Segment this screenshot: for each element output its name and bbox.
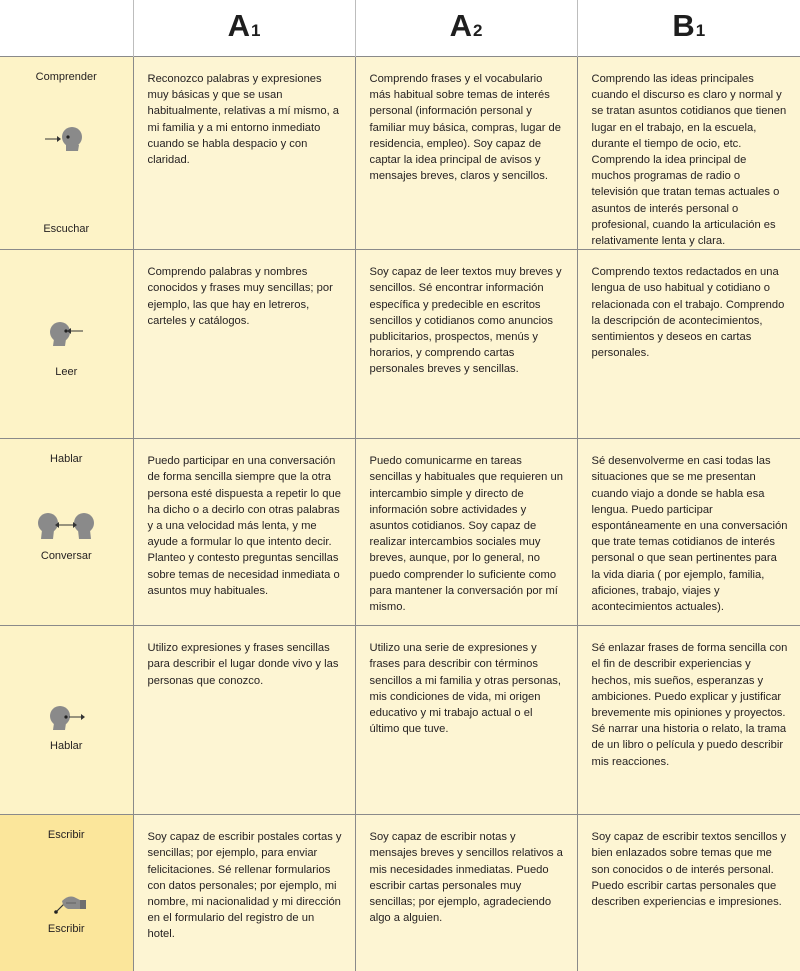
level-letter: A [449,8,472,43]
level-number: 1 [250,21,261,40]
skill-cell-leer [0,250,133,439]
descriptor-b1-escuchar: Comprendo las ideas principales cuando el discurso es claro y normal y se tratan asuntos cotidianos que tienen lugar en el trabajo, en la escuela, durante el tiempo de ocio, etc. Comprendo la idea principal de muchos programas de radio o televisión que tratan temas actuales o asuntos de interés personal o profesional, cuando la articulación es relativamente lenta y clara. [577,57,800,250]
skill-cell-conversar [0,439,133,626]
skill-cell-escribir [0,815,133,971]
descriptor-b1-escribir: Soy capaz de escribir textos sencillos y bien enlazados sobre temas que me son conocidos o de interés personal. Puedo escribir cartas personales que describen experiencias e impresiones. [577,815,800,971]
descriptor-a1-leer: Comprendo palabras y nombres conocidos y frases muy sencillas; por ejemplo, las que hay en letreros, carteles y catálogos. [133,250,355,439]
read-head-icon [0,318,133,353]
table-row-conversar [0,439,800,626]
writing-hand-icon [0,887,133,920]
descriptor-b1-hablar: Sé enlazar frases de forma sencilla con el fin de describir experiencias y hechos, mis sueños, esperanzas y ambiciones. Puedo explicar y justificar brevemente mis opiniones y proyectos. Sé narrar una historia o relato, la trama de un libro o película y puedo describir mis reacciones. [577,626,800,815]
descriptor-a2-conversar: Puedo comunicarme en tareas sencillas y habituales que requieren un intercambio simple y directo de información sobre actividades y asuntos cotidianos. Soy capaz de realizar intercambios sociales muy breves, aunque, por lo general, no puedo comprender lo suficiente como para mantener la conversación por mí mismo. [355,439,577,626]
level-header-a1 [133,0,355,57]
table-row-escuchar [0,57,800,250]
descriptor-a1-conversar: Puedo participar en una conversación de forma sencilla siempre que la otra persona esté dispuesta a repetir lo que ha dicho o a decirlo con otras palabras y a una velocidad más lenta, y me ayude a formular lo que intento decir. Planteo y contesto preguntas sencillas sobre temas de necesidad inmediata o asuntos muy habituales. [133,439,355,626]
skill-label-escribir: Escribir [47,923,85,936]
header-corner [0,0,133,57]
category-label-comprender: Comprender [35,71,97,83]
table-row-hablar [0,626,800,815]
skill-cell-escuchar [0,57,133,250]
table-row-escribir [0,815,800,971]
skill-label-leer: Leer [55,366,78,379]
table-row-leer [0,250,800,439]
skill-label-hablar: Hablar [50,740,83,753]
category-label-escribir: Escribir [47,829,85,842]
descriptor-a2-escribir: Soy capaz de escribir notas y mensajes breves y sencillos relativos a mis necesidades inmediatas. Puedo escribir cartas personales muy sencillas; por ejemplo, agradeciendo algo a alguien. [355,815,577,971]
level-number: 2 [472,21,483,40]
conversation-heads-icon [0,509,133,546]
skill-label-escuchar: Escuchar [43,223,90,235]
speak-head-icon [0,702,133,737]
descriptor-a2-leer: Soy capaz de leer textos muy breves y sencillos. Sé encontrar información específica y predecible en escritos sencillos y cotidianos como anuncios publicitarios, prospectos, menús y horarios, y comprendo cartas personales breves y sencillas. [355,250,577,439]
level-header-row [0,0,800,57]
listen-head-icon [0,123,133,158]
category-label-hablar: Hablar [50,453,83,466]
level-letter: A [227,8,250,43]
level-header-a2 [355,0,577,57]
level-letter: B [672,8,695,43]
descriptor-a1-escuchar: Reconozco palabras y expresiones muy básicas y que se usan habitualmente, relativas a mí mismo, a mi familia y a mi entorno inmediato cuando se habla despacio y con claridad. [133,57,355,250]
descriptor-a1-hablar: Utilizo expresiones y frases sencillas para describir el lugar donde vivo y las personas que conozco. [133,626,355,815]
descriptor-b1-conversar: Sé desenvolverme en casi todas las situaciones que se me presentan cuando viajo a donde se habla esa lengua. Puedo participar espontáneamente en una conversación que trate temas cotidianos de interés personal o que sean pertinentes para la vida diaria ( por ejemplo, familia, aficiones, trabajo, viajes y acontecimientos actuales). [577,439,800,626]
level-number: 1 [695,21,706,40]
skill-cell-hablar [0,626,133,815]
descriptor-a1-escribir: Soy capaz de escribir postales cortas y sencillas; por ejemplo, para enviar felicitaciones. Sé rellenar formularios con datos personales; por ejemplo, mi nombre, mi nacionalidad y mi dirección en el formulario del registro de un hotel. [133,815,355,971]
level-header-b1 [577,0,800,57]
skill-label-conversar: Conversar [40,550,92,563]
descriptor-a2-escuchar: Comprendo frases y el vocabulario más habitual sobre temas de interés personal (información personal y familiar muy básica, compras, lugar de residencia, empleo). Soy capaz de captar la idea principal de avisos y mensajes breves, claros y sencillos. [355,57,577,250]
descriptor-b1-leer: Comprendo textos redactados en una lengua de uso habitual y cotidiano o relacionada con el trabajo. Comprendo la descripción de acontecimientos, sentimientos y deseos en cartas personales. [577,250,800,439]
descriptor-a2-hablar: Utilizo una serie de expresiones y frases para describir con términos sencillos a mi familia y otras personas, mis condiciones de vida, mi origen educativo y mi trabajo actual o el último que tuve. [355,626,577,815]
